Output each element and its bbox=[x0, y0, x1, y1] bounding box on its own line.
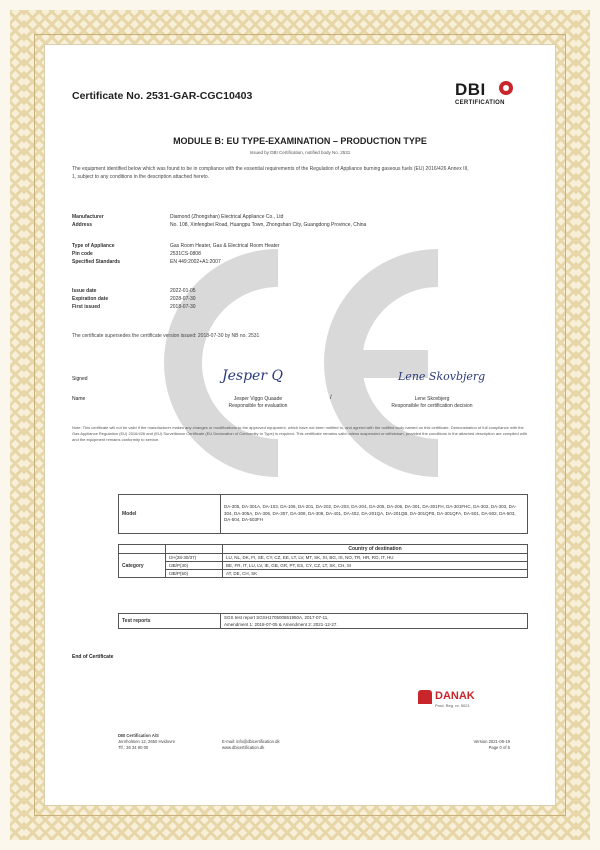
table-row bbox=[119, 570, 528, 578]
signatory-2-role: Responsible for certification decision bbox=[391, 403, 473, 409]
table-row bbox=[119, 495, 528, 534]
footer-email: E-mail: info@dbicertification.dk bbox=[222, 739, 280, 744]
logo-name: DBI bbox=[455, 80, 486, 99]
test-reports-label: Test reports bbox=[119, 614, 221, 629]
dbi-logo bbox=[455, 80, 517, 116]
category-code: I3B/P(50) bbox=[166, 570, 223, 578]
note-paragraph: Note: This certificate will not be valid if the manufacturer makes any changes or modifications to the approved equipment, which have not been notified to, and agreed with the notified body named on this certificate. Demonstration of full compliance with the Gas Appliance Regulation (EU) 2016/426 and (EU) Surveillance Certificate (EU Declaration of Conformity to Type) is required. This certificate remains valid unless suspended or withdrawn, provided the conditions in the attached description are complied with and the equipment remains conformity to service. bbox=[72, 425, 527, 442]
model-value: DA-305, DA-301A, DA-103, DA-106, DA-201, DA-202, DA-203, DA-204, DA-205, DA-206, DA-301, DA-301FH, DA-301FHC, DA-302, DA-303, DA-304, DA-305A, DA-306, DA-307, DA-308, DA-309, DA-401, DA-402, DA-201QA, DA-201QB, DA-301QFB, DA-301QFA, DA-501, DA-502, DA-503, DA-504, DA-503FH bbox=[221, 495, 528, 534]
ce-mark-watermark bbox=[128, 238, 458, 488]
footer-version bbox=[465, 739, 510, 751]
field-value: 2028-07-30 bbox=[170, 296, 196, 302]
signed-label: Signed bbox=[72, 376, 88, 382]
field-label: Specified Standards bbox=[72, 259, 121, 265]
signatory-1-role: Responsible for evaluation bbox=[228, 403, 288, 409]
field-label: Expiration date bbox=[72, 296, 109, 302]
category-code: I3B/P(30) bbox=[166, 562, 223, 570]
intro-paragraph: The equipment identified below which was found to be in compliance with the essential requirements of the Regulation of Appliance burning gaseous fuels (EU) 2016/426 Annex III, 1, subject to any conditions in the description attached hereto. bbox=[72, 166, 469, 180]
table-row bbox=[119, 614, 528, 622]
footer-line: Jernholmen 12, 2650 Hvidovre bbox=[118, 739, 176, 744]
field-value: 2022-01-05 bbox=[170, 288, 196, 294]
field-label: Address bbox=[72, 222, 93, 228]
crown-icon bbox=[418, 690, 432, 704]
footer-line: Version 2021-08-19 bbox=[473, 739, 510, 744]
test-reports-value-1: SGS test report SGSH170500861950A, 2017-07-11, bbox=[221, 614, 528, 622]
footer-line: DBI Certification A/S bbox=[118, 733, 159, 738]
document-subtitle: Issued by DBI Certification, notified body No. 2531 bbox=[249, 150, 351, 155]
supersede-statement: The certificate supersedes the certificate version issued: 2018-07-30 by NB no. 2531 bbox=[72, 333, 260, 339]
test-reports-value-2: Amendment 1: 2018-07-05 & Amendment 2: 2021-12-27. bbox=[221, 621, 528, 629]
table-row bbox=[119, 554, 528, 562]
category-countries: LU, NL, DK, FI, SE, CY, CZ, EE, LT, LV, MT, SK, SI, BG, IS, NO, TR, HR, RO, IT, HU bbox=[223, 554, 528, 562]
category-countries: BE, FR, IT, LU, LV, IE, GB, GR, PT, ES, CY, CZ, LT, SK, CH, SI bbox=[223, 562, 528, 570]
separator-slash: / bbox=[330, 395, 332, 401]
country-table bbox=[118, 544, 528, 578]
name-label: Name bbox=[72, 396, 86, 402]
field-label: Pin code bbox=[72, 251, 93, 257]
signature-1: Jesper Q bbox=[222, 368, 283, 384]
document-title: MODULE B: EU TYPE-EXAMINATION – PRODUCTION TYPE bbox=[173, 136, 427, 146]
certificate-number: Certificate No. 2531-GAR-CGC10403 bbox=[72, 90, 253, 102]
field-label: Issue date bbox=[72, 288, 97, 294]
field-value: Gas Room Heater, Gas & Electrical Room Heater bbox=[170, 243, 280, 249]
category-label: Category bbox=[119, 554, 166, 578]
field-value: No. 108, Xinfengbei Road, Huangpu Town, Zhongshan City, Guangdong Province, China bbox=[170, 222, 367, 228]
end-of-certificate: End of Certificate bbox=[72, 654, 114, 660]
signature-2: Lene Skovbjerg bbox=[398, 370, 486, 383]
page-number: Page 0 of 6 bbox=[488, 745, 510, 750]
footer-company bbox=[118, 733, 175, 751]
signatory-1-name: Jesper Viggo Quaade bbox=[233, 396, 283, 402]
footer-line: Tlf.: 36 34 90 00 bbox=[118, 745, 149, 750]
signatory-2-name: Lene Skovbjerg bbox=[414, 396, 450, 402]
field-value: EN 449:2002+A1:2007 bbox=[170, 259, 221, 265]
field-label: Type of Appliance bbox=[72, 243, 115, 249]
model-table bbox=[118, 494, 528, 534]
footer-contact bbox=[222, 739, 280, 751]
danak-name: DANAK bbox=[435, 690, 475, 702]
flame-icon bbox=[499, 81, 513, 95]
table-row bbox=[119, 545, 528, 554]
logo-subname: CERTIFICATION bbox=[455, 100, 505, 106]
field-value: 2018-07-30 bbox=[170, 304, 196, 310]
field-label: First issued bbox=[72, 304, 101, 310]
field-label: Manufacturer bbox=[72, 214, 104, 220]
category-code: I3+(28-30/37) bbox=[166, 554, 223, 562]
category-countries: AT, DE, CH, SK bbox=[223, 570, 528, 578]
danak-registration: Prod. Reg. nr. 5021 bbox=[435, 703, 470, 708]
country-header: Country of destination bbox=[223, 545, 528, 554]
field-value: Diamond (Zhongshan) Electrical Appliance Co., Ltd bbox=[170, 214, 284, 220]
table-row bbox=[119, 562, 528, 570]
footer-website: www.dbicertification.dk bbox=[222, 745, 265, 750]
model-label: Model bbox=[119, 495, 221, 534]
field-value: 2531CS-0808 bbox=[170, 251, 201, 257]
test-reports-table bbox=[118, 613, 528, 629]
